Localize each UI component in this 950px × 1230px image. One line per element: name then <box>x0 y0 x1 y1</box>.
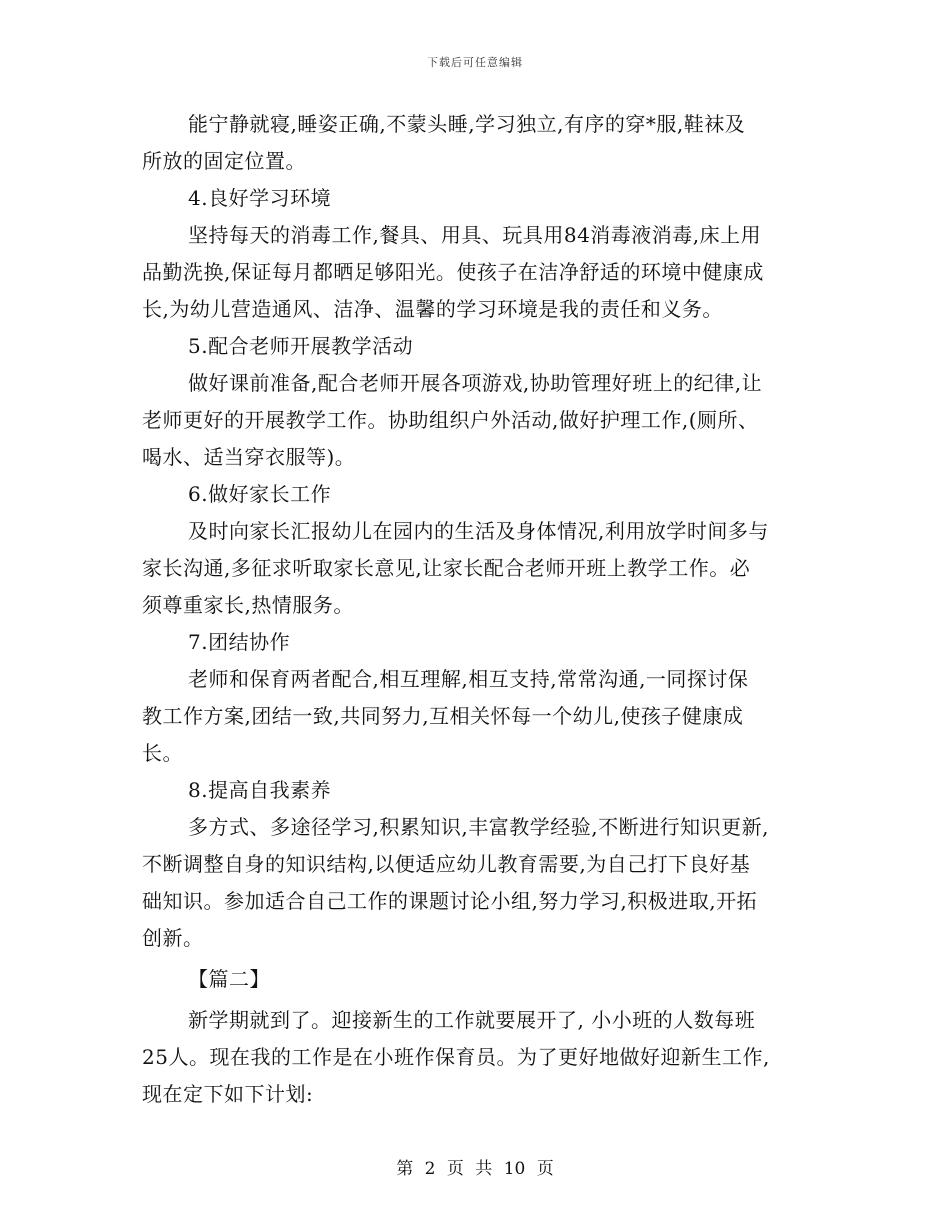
text-line: 须尊重家长,热情服务。 <box>142 593 354 617</box>
text-line: 新学期就到了。迎接新生的工作就要展开了, 小小班的人数每班 <box>188 1008 756 1032</box>
text-line: 坚持每天的消毒工作,餐具、用具、玩具用84消毒液消毒,床上用 <box>188 223 762 247</box>
text-line: 不断调整自身的知识结构,以便适应幼儿教育需要,为自己打下良好基 <box>142 852 751 876</box>
text-line: 及时向家长汇报幼儿在园内的生活及身体情况,利用放学时间多与 <box>188 519 769 543</box>
text-line: 所放的固定位置。 <box>142 149 306 173</box>
text-line: 创新。 <box>142 926 204 950</box>
text-line: 能宁静就寝,睡姿正确,不蒙头睡,学习独立,有序的穿*服,鞋袜及 <box>188 112 746 136</box>
text-line: 喝水、适当穿衣服等)。 <box>142 445 356 469</box>
text-line: 长。 <box>142 741 183 765</box>
document-body <box>142 106 810 1113</box>
text-line: 4.良好学习环境 <box>188 186 332 210</box>
text-line: 5.配合老师开展教学活动 <box>188 334 414 358</box>
text-line: 础知识。参加适合自己工作的课题讨论小组,努力学习,积极进取,开拓 <box>142 889 758 913</box>
page-header: 下载后可任意编辑 <box>427 56 523 69</box>
text-line: 8.提高自我素养 <box>188 778 332 802</box>
text-line: 家长沟通,多征求听取家长意见,让家长配合老师开班上教学工作。必 <box>142 556 751 580</box>
text-line: 多方式、多途径学习,积累知识,丰富教学经验,不断进行知识更新, <box>188 815 769 839</box>
text-line: 老师和保育两者配合,相互理解,相互支持,常常沟通,一同探讨保 <box>188 667 749 691</box>
text-line: 品勤洗换,保证每月都晒足够阳光。使孩子在洁净舒适的环境中健康成 <box>142 260 764 284</box>
text-line: 教工作方案,团结一致,共同努力,互相关怀每一个幼儿,使孩子健康成 <box>142 704 744 728</box>
text-line: 7.团结协作 <box>188 630 291 654</box>
text-line: 长,为幼儿营造通风、洁净、温馨的学习环境是我的责任和义务。 <box>142 297 723 321</box>
text-line: 25人。现在我的工作是在小班作保育员。为了更好地做好迎新生工作, <box>142 1045 770 1069</box>
section-heading: 【篇二】 <box>188 967 270 991</box>
text-line: 现在定下如下计划: <box>142 1082 314 1106</box>
text-line: 6.做好家长工作 <box>188 482 332 506</box>
text-line: 老师更好的开展教学工作。协助组织户外活动,做好护理工作,(厕所、 <box>142 408 759 432</box>
page-footer: 第 2 页 共 10 页 <box>396 1159 554 1179</box>
text-line: 做好课前准备,配合老师开展各项游戏,协助管理好班上的纪律,让 <box>188 371 763 395</box>
